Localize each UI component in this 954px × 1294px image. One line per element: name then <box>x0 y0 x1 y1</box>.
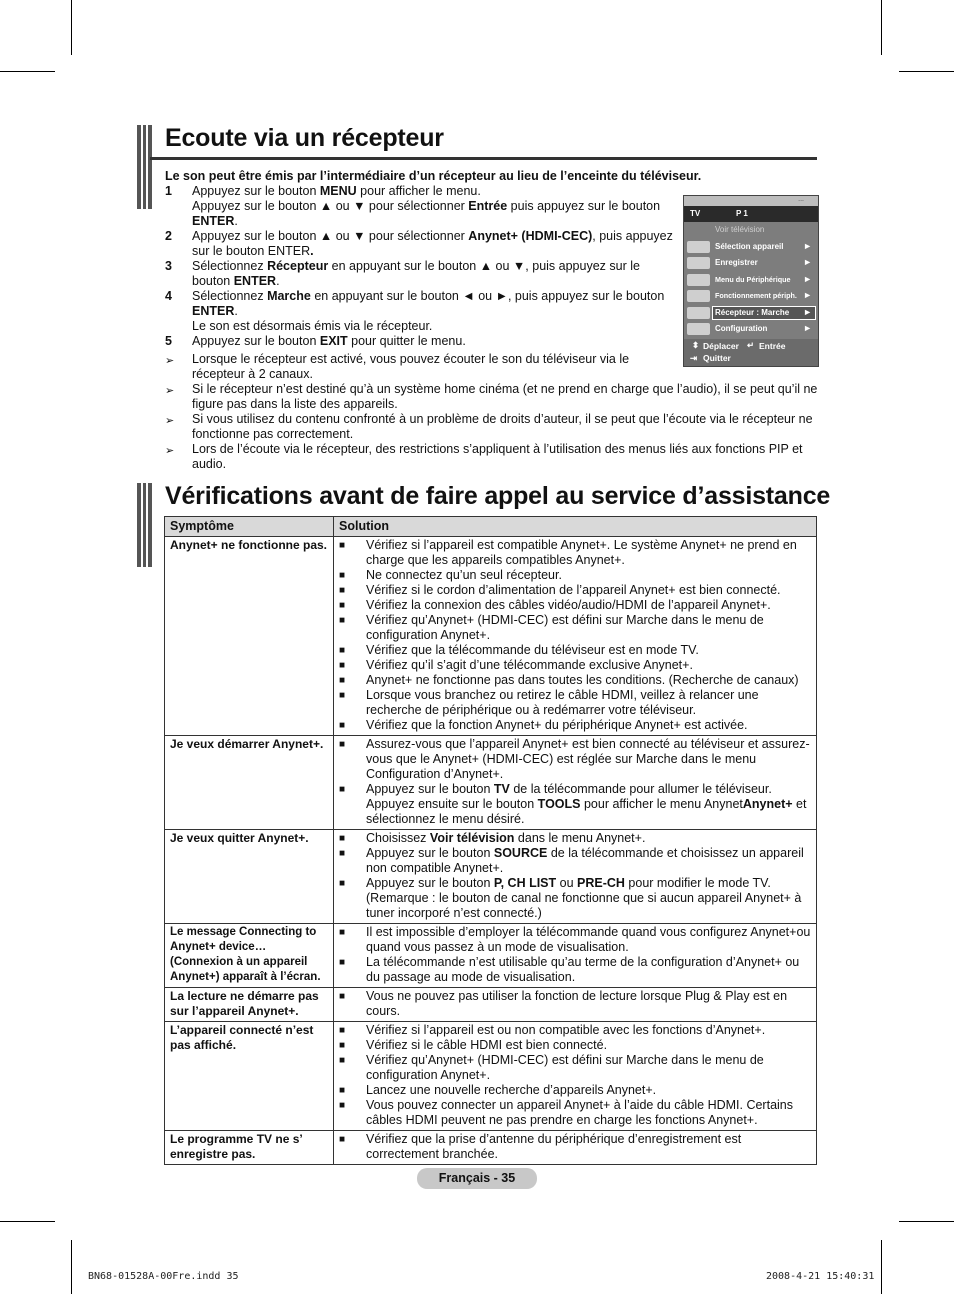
menu-enter-label: Entrée <box>759 341 786 351</box>
section-bars <box>137 125 153 209</box>
menu-item[interactable] <box>684 305 818 322</box>
table-row <box>165 1131 817 1165</box>
solution-item: ■ Vérifiez si le câble HDMI est bien connecté. <box>339 1038 812 1053</box>
table-row <box>165 537 817 736</box>
exit-icon: ⇥ <box>690 353 698 363</box>
solution-item: ■ Vérifiez qu’Anynet+ (HDMI-CEC) est défini sur Marche dans le menu de configuration Anynet+. <box>339 1053 812 1083</box>
solution-item: ■ Vous pouvez connecter un appareil Anynet+ à l’aide du câble HDMI. Certains câbles HDMI peuvent ne pas prendre en charge les fonctions Anynet+. <box>339 1098 812 1128</box>
menu-item-icon <box>687 307 710 319</box>
solution-item: ■ Vérifiez que la télécommande du téléviseur est en mode TV. <box>339 643 812 658</box>
title-rule <box>150 157 817 160</box>
table-row <box>165 924 817 988</box>
menu-exit-label: Quitter <box>703 353 731 363</box>
date-slug: 2008-4-21 15:40:31 <box>766 1271 875 1282</box>
page-number: Français - 35 <box>417 1168 537 1189</box>
chevron-right-icon: ► <box>803 273 812 284</box>
menu-item-label: Récepteur : Marche <box>715 307 790 317</box>
step-number: 2 <box>165 229 172 243</box>
menu-item[interactable] <box>684 222 818 239</box>
section-title: Vérifications avant de faire appel au service d’assistance <box>165 482 831 510</box>
solution-item: ■ Vérifiez si le cordon d’alimentation de l’appareil Anynet+ est bien connecté. <box>339 583 812 598</box>
symptom-cell: La lecture ne démarre pas sur l’appareil Anynet+. <box>165 988 334 1022</box>
solution-item: ■ La télécommande n’est utilisable qu’au terme de la configuration d’Anynet+ ou du passage au mode de visualisation. <box>339 955 812 985</box>
menu-item-icon <box>687 323 710 335</box>
solution-cell <box>334 537 817 736</box>
intro-text: Le son peut être émis par l’intermédiaire d’un récepteur au lieu de l’enceinte du téléviseur. <box>165 169 702 183</box>
solution-cell <box>334 988 817 1022</box>
solution-item: ■ Lancez une nouvelle recherche d’appareils Anynet+. <box>339 1083 812 1098</box>
menu-item-icon <box>687 257 710 269</box>
chevron-right-icon: ► <box>803 240 812 251</box>
step-item: 5 Appuyez sur le bouton EXIT pour quitter le menu. <box>165 334 466 348</box>
section-title: Ecoute via un récepteur <box>165 124 444 152</box>
step-number: 4 <box>165 289 172 303</box>
solution-item: ■ Lorsque vous branchez ou retirez le câble HDMI, veillez à relancer une recherche de périphérique ou à redémarrer votre téléviseur. <box>339 688 812 718</box>
troubleshooting-table <box>164 516 817 1165</box>
step-item: 3 Sélectionnez Récepteur en appuyant sur le bouton ▲ ou ▼, puis appuyez sur le bouton ENTER. <box>165 259 640 288</box>
solution-item: ■ Choisissez Voir télévision dans le menu Anynet+. <box>339 831 812 846</box>
menu-item-label: Fonctionnement périph. <box>715 291 797 300</box>
symptom-cell: Je veux démarrer Anynet+. <box>165 736 334 830</box>
step-item: 4 Sélectionnez Marche en appuyant sur le bouton ◄ ou ►, puis appuyez sur le bouton ENTER. Le son est désormais émis via le récepteur. <box>165 289 665 333</box>
crop-mark <box>0 71 55 72</box>
solution-item: ■ Vérifiez qu’Anynet+ (HDMI-CEC) est défini sur Marche dans le menu de configuration Anynet+. <box>339 613 812 643</box>
menu-item-label: Menu du Périphérique <box>715 274 791 284</box>
symptom-cell: Je veux quitter Anynet+. <box>165 830 334 924</box>
chevron-right-icon: ► <box>803 290 812 300</box>
menu-item[interactable] <box>684 321 818 338</box>
note-item: ➢ Si vous utilisez du contenu confronté à un problème de droits d’auteur, il se peut que l’écoute via le récepteur ne fonctionne pas correctement. <box>165 412 813 441</box>
solution-item: ■ Assurez-vous que l’appareil Anynet+ est bien connecté au téléviseur et assurez-vous que le Anynet+ (HDMI-CEC) est réglée sur Marche dans le menu Configuration d’Anynet+. <box>339 737 812 782</box>
step-number: 3 <box>165 259 172 273</box>
symptom-cell: Le message Connecting to Anynet+ device… (Connexion à un appareil Anynet+) apparaît à l’écran. <box>165 924 334 988</box>
solution-item: ■ Vérifiez que la fonction Anynet+ du périphérique Anynet+ est activée. <box>339 718 812 733</box>
crop-mark <box>71 1240 72 1294</box>
arrow-icon: ➢ <box>165 355 175 367</box>
anynet-menu-screenshot <box>683 195 819 367</box>
note-item: ➢ Si le récepteur n’est destiné qu’à un système home cinéma (et ne prend en charge que l’audio), il se peut qu’il ne figure pas dans la liste des appareils. <box>165 382 818 411</box>
crop-mark <box>881 1240 882 1294</box>
solution-cell <box>334 1131 817 1165</box>
menu-tv-label: TV <box>690 209 701 218</box>
symptom-cell: L’appareil connecté n’est pas affiché. <box>165 1022 334 1131</box>
title-rule <box>150 514 152 517</box>
step-number: 5 <box>165 334 172 348</box>
menu-item-icon <box>687 241 710 253</box>
menu-item[interactable] <box>684 288 818 305</box>
section-bars <box>137 483 153 567</box>
menu-item-icon <box>687 274 710 286</box>
crop-mark <box>0 1221 55 1222</box>
solution-item: ■ Appuyez sur le bouton P, CH LIST ou PRE-CH pour modifier le mode TV. (Remarque : le bouton de canal ne fonctionne que si aucun appareil Anynet+ à tuner incorporé n’est connecté.) <box>339 876 812 921</box>
solution-item: ■ Vérifiez que la prise d’antenne du périphérique d’enregistrement est correctement branchée. <box>339 1132 812 1162</box>
solution-item: ■ Vérifiez si l’appareil est ou non compatible avec les fonctions d’Anynet+. <box>339 1023 812 1038</box>
notes-list <box>165 352 820 472</box>
menu-footer <box>684 339 818 366</box>
step-item: 2 Appuyez sur le bouton ▲ ou ▼ pour sélectionner Anynet+ (HDMI-CEC), puis appuyez sur le bouton ENTER. <box>165 229 673 258</box>
table-row <box>165 736 817 830</box>
crop-mark <box>899 1221 954 1222</box>
header-solution: Solution <box>334 517 817 537</box>
menu-item[interactable] <box>684 239 818 256</box>
chevron-right-icon: ► <box>803 323 812 333</box>
table-row <box>165 1022 817 1131</box>
solution-cell <box>334 1022 817 1131</box>
arrow-icon: ➢ <box>165 385 175 397</box>
menu-move-label: Déplacer <box>703 341 739 351</box>
solution-item: ■ Vérifiez si l’appareil est compatible Anynet+. Le système Anynet+ ne prend en charge que les appareils compatibles Anynet+. <box>339 538 812 568</box>
move-icon: ⬍ <box>692 340 700 350</box>
table-row <box>165 830 817 924</box>
steps-list <box>165 184 675 349</box>
solution-item: ■ Vérifiez qu’il s’agit d’une télécommande exclusive Anynet+. <box>339 658 812 673</box>
solution-cell <box>334 924 817 988</box>
enter-icon: ↵ <box>747 340 755 350</box>
file-slug: BN68-01528A-00Fre.indd 35 <box>88 1271 239 1282</box>
arrow-icon: ➢ <box>165 415 175 427</box>
crop-mark <box>881 0 882 55</box>
solution-item: ■ Anynet+ ne fonctionne pas dans toutes les conditions. (Recherche de canaux) <box>339 673 812 688</box>
symptom-cell: Le programme TV ne s’ enregistre pas. <box>165 1131 334 1165</box>
menu-item-icon <box>687 290 710 302</box>
solution-cell <box>334 830 817 924</box>
solution-item: ■ Appuyez sur le bouton TV de la télécommande pour allumer le téléviseur. Appuyez ensuite sur le bouton TOOLS pour afficher le menu AnynetAnynet+ et sélectionnez le menu désiré. <box>339 782 812 827</box>
solution-item: ■ Il est impossible d’employer la télécommande quand vous configurez Anynet+ou quand vous passez à un mode de visualisation. <box>339 925 812 955</box>
chevron-right-icon: ► <box>803 257 812 267</box>
note-item: ➢ Lors de l’écoute via le récepteur, des restrictions s’appliquent à l’utilisation des menus liés aux fonctions PIP et audio. <box>165 442 803 471</box>
solution-cell <box>334 736 817 830</box>
solution-item: ■ Vous ne pouvez pas utiliser la fonction de lecture lorsque Plug & Play est en cours. <box>339 989 812 1019</box>
menu-item-label: Enregistrer <box>715 258 758 267</box>
menu-channel: P 1 <box>736 209 748 218</box>
menu-item-label: Sélection appareil <box>715 241 784 251</box>
chevron-right-icon: ► <box>803 306 812 317</box>
header-symptom: Symptôme <box>165 517 334 537</box>
solution-item: ■ Ne connectez qu’un seul récepteur. <box>339 568 812 583</box>
menu-item[interactable] <box>684 272 818 289</box>
solution-item: ■ Vérifiez la connexion des câbles vidéo/audio/HDMI de l’appareil Anynet+. <box>339 598 812 613</box>
menu-item[interactable] <box>684 255 818 272</box>
crop-mark <box>899 71 954 72</box>
step-number: 1 <box>165 184 172 198</box>
symptom-cell: Anynet+ ne fonctionne pas. <box>165 537 334 736</box>
menu-item-label: Voir télévision <box>715 225 765 234</box>
note-item: ➢ Lorsque le récepteur est activé, vous pouvez écouter le son du téléviseur via le récepteur à 2 canaux. <box>165 352 630 381</box>
arrow-icon: ➢ <box>165 445 175 457</box>
solution-item: ■ Appuyez sur le bouton SOURCE de la télécommande et choisissez un appareil non compatible Anynet+. <box>339 846 812 876</box>
menu-top-mark: ... <box>798 196 804 203</box>
table-row <box>165 988 817 1022</box>
menu-item-label: Configuration <box>715 324 768 333</box>
crop-mark <box>71 0 72 55</box>
menu-header <box>684 206 818 222</box>
step-item: 1 Appuyez sur le bouton MENU pour afficher le menu. Appuyez sur le bouton ▲ ou ▼ pour sélectionner Entrée puis appuyez sur le bouton ENTER. <box>165 184 661 228</box>
